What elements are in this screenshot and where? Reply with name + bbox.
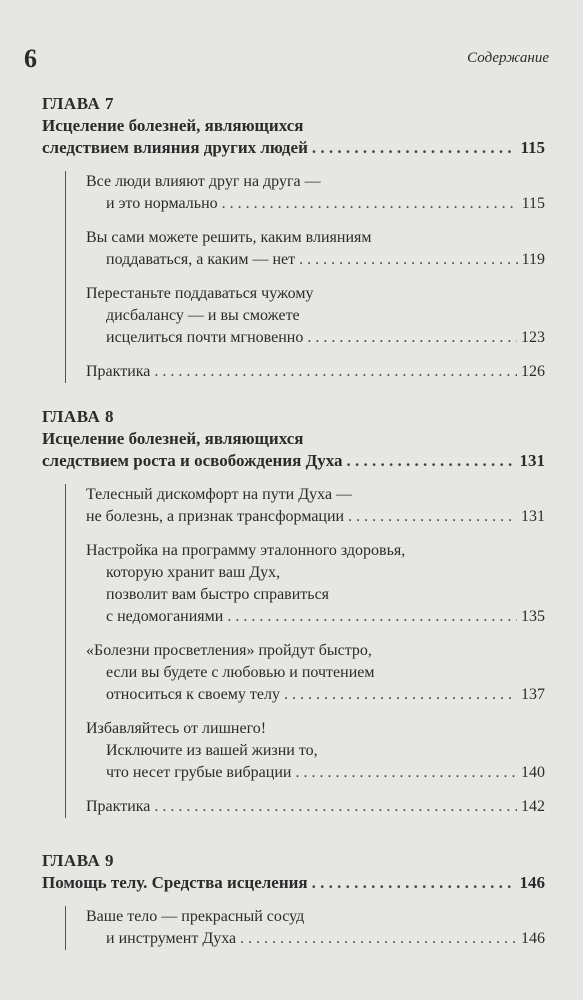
leader-dots: [284, 684, 517, 706]
chapter-title-line: следствием роста и освобождения Духа: [42, 451, 343, 470]
entry-page-number: 140: [521, 764, 545, 781]
entry-line: и это нормально: [106, 195, 218, 212]
entry-line: Практика: [86, 798, 151, 815]
leader-dots: [347, 450, 516, 472]
chapter-title-line: Исцеление болезней, являющихся: [42, 429, 304, 448]
entry-line: Практика: [86, 363, 151, 380]
entry-line: «Болезни просветления» пройдут быстро,: [86, 642, 372, 659]
leader-dots: [154, 796, 517, 818]
leader-dots: [312, 872, 516, 894]
toc-entry[interactable]: [86, 906, 545, 950]
chapter-title-line: Исцеление болезней, являющихся: [42, 116, 304, 135]
chapter-9: [42, 850, 545, 950]
running-head: Содержание: [467, 50, 549, 66]
leader-dots: [348, 506, 517, 528]
chapter-label: ГЛАВА 7: [42, 94, 114, 113]
toc-entry[interactable]: [86, 171, 545, 215]
chapter-8: [42, 406, 545, 818]
entry-line: относиться к своему телу: [106, 686, 280, 703]
leader-dots: [227, 606, 517, 628]
page-number: 6: [24, 44, 37, 73]
entries-list: [65, 484, 545, 818]
entry-line: исцелиться почти мгновенно: [106, 329, 304, 346]
leader-dots: [312, 137, 517, 159]
entry-line: Телесный дискомфорт на пути Духа —: [86, 486, 353, 503]
chapter-page-number: 146: [519, 873, 545, 892]
entry-line: не болезнь, а признак трансформации: [86, 508, 345, 525]
leader-dots: [307, 327, 517, 349]
entry-line: которую хранит ваш Дух,: [106, 564, 281, 581]
chapter-title-row[interactable]: [42, 872, 545, 894]
entries-list: [65, 906, 545, 950]
leader-dots: [240, 928, 517, 950]
entry-page-number: 123: [521, 329, 545, 346]
entry-line: если вы будете с любовью и почтением: [106, 664, 375, 681]
toc-entry[interactable]: [86, 540, 545, 628]
entry-line: Настройка на программу эталонного здоровья,: [86, 542, 406, 559]
entry-line: Перестаньте поддаваться чужому: [86, 285, 314, 302]
entry-page-number: 131: [521, 508, 545, 525]
entry-page-number: 142: [521, 798, 545, 815]
entry-line: дисбалансу — и вы сможете: [106, 307, 300, 324]
entry-line: Все люди влияют друг на друга —: [86, 173, 321, 190]
entry-page-number: 146: [521, 930, 545, 947]
toc-entry[interactable]: [86, 283, 545, 349]
leader-dots: [295, 762, 517, 784]
entry-line: поддаваться, а каким — нет: [106, 251, 296, 268]
entry-line: Ваше тело — прекрасный сосуд: [86, 908, 305, 925]
entry-page-number: 137: [521, 686, 545, 703]
chapter-label: ГЛАВА 9: [42, 851, 114, 870]
chapter-page-number: 115: [520, 138, 545, 157]
entry-page-number: 126: [521, 363, 545, 380]
chapter-title-row[interactable]: [42, 450, 545, 472]
toc-entry[interactable]: [86, 227, 545, 271]
toc-entry[interactable]: [86, 640, 545, 706]
entries-list: [65, 171, 545, 383]
entry-line: позволит вам быстро справиться: [106, 586, 330, 603]
leader-dots: [154, 361, 517, 383]
toc-entry[interactable]: [86, 361, 545, 383]
toc-entry[interactable]: [86, 484, 545, 528]
toc-entry[interactable]: [86, 796, 545, 818]
leader-dots: [222, 193, 518, 215]
entry-line: Исключите из вашей жизни то,: [106, 742, 318, 759]
entry-page-number: 135: [521, 608, 545, 625]
entry-line: что несет грубые вибрации: [106, 764, 292, 781]
leader-dots: [299, 249, 517, 271]
chapter-label: ГЛАВА 8: [42, 407, 114, 426]
entry-line: и инструмент Духа: [106, 930, 237, 947]
entry-page-number: 115: [521, 195, 545, 212]
chapter-title-row[interactable]: [42, 137, 545, 159]
chapter-title-line: следствием влияния других людей: [42, 138, 308, 157]
chapter-page-number: 131: [519, 451, 545, 470]
chapter-title-line: Помощь телу. Средства исцеления: [42, 873, 308, 892]
toc-entry[interactable]: [86, 718, 545, 784]
entry-line: Избавляйтесь от лишнего!: [86, 720, 267, 737]
entry-page-number: 119: [521, 251, 545, 268]
entry-line: Вы сами можете решить, каким влияниям: [86, 229, 372, 246]
chapter-7: [42, 93, 545, 383]
entry-line: с недомоганиями: [106, 608, 224, 625]
